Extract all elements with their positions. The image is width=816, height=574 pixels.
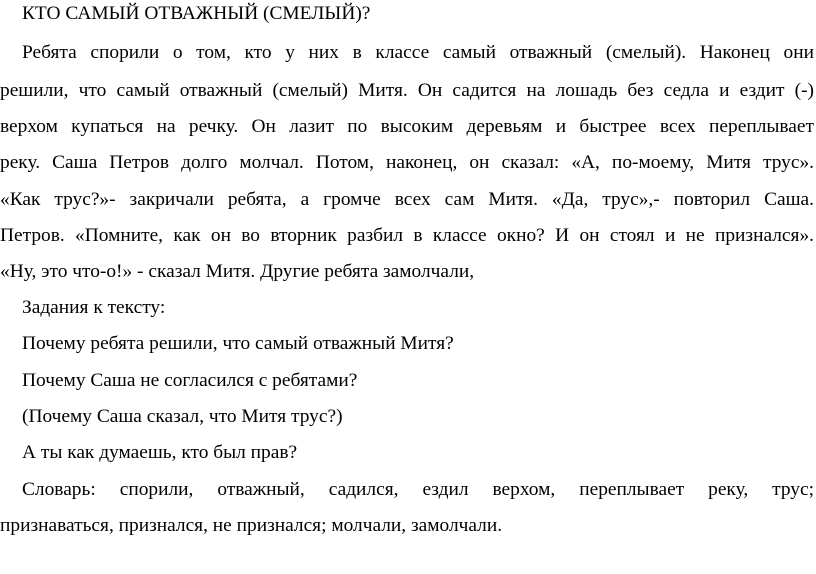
question-3: (Почему Саша сказал, что Митя трус?) (22, 406, 343, 427)
story-line-2: решили, что самый отважный (смелый) Митя. Он садится на лошадь без седла и ездит (-) (0, 80, 814, 101)
story-line-4: реку. Саша Петров долго молчал. Потом, наконец, он сказал: «А, по-моему, Митя трус». (0, 152, 814, 173)
question-4: А ты как думаешь, кто был прав? (22, 442, 298, 463)
story-line-3: верхом купаться на речку. Он лазит по высоким деревьям и быстрее всех переплывает (0, 116, 814, 137)
story-line-1: Ребята спорили о том, кто у них в классе самый отважный (смелый). Наконец они (22, 42, 814, 63)
story-line-6: Петров. «Помните, как он во вторник разбил в классе окно? И он стоял и не признался». (0, 225, 814, 246)
vocabulary-line-2: признаваться, признался, не признался; молчали, замолчали. (0, 515, 503, 536)
document-title: КТО САМЫЙ ОТВАЖНЫЙ (СМЕЛЫЙ)? (22, 3, 371, 24)
tasks-heading: Задания к тексту: (22, 297, 166, 318)
story-line-5: «Как трус?»- закричали ребята, а громче всех сам Митя. «Да, трус»,- повторил Саша. (0, 189, 814, 210)
story-line-7: «Ну, это что-о!» - сказал Митя. Другие ребята замолчали, (0, 261, 475, 282)
question-1: Почему ребята решили, что самый отважный Митя? (22, 333, 454, 354)
question-2: Почему Саша не согласился с ребятами? (22, 370, 358, 391)
vocabulary-line-1: Словарь: спорили, отважный, садился, ездил верхом, переплывает реку, трус; (22, 479, 814, 500)
